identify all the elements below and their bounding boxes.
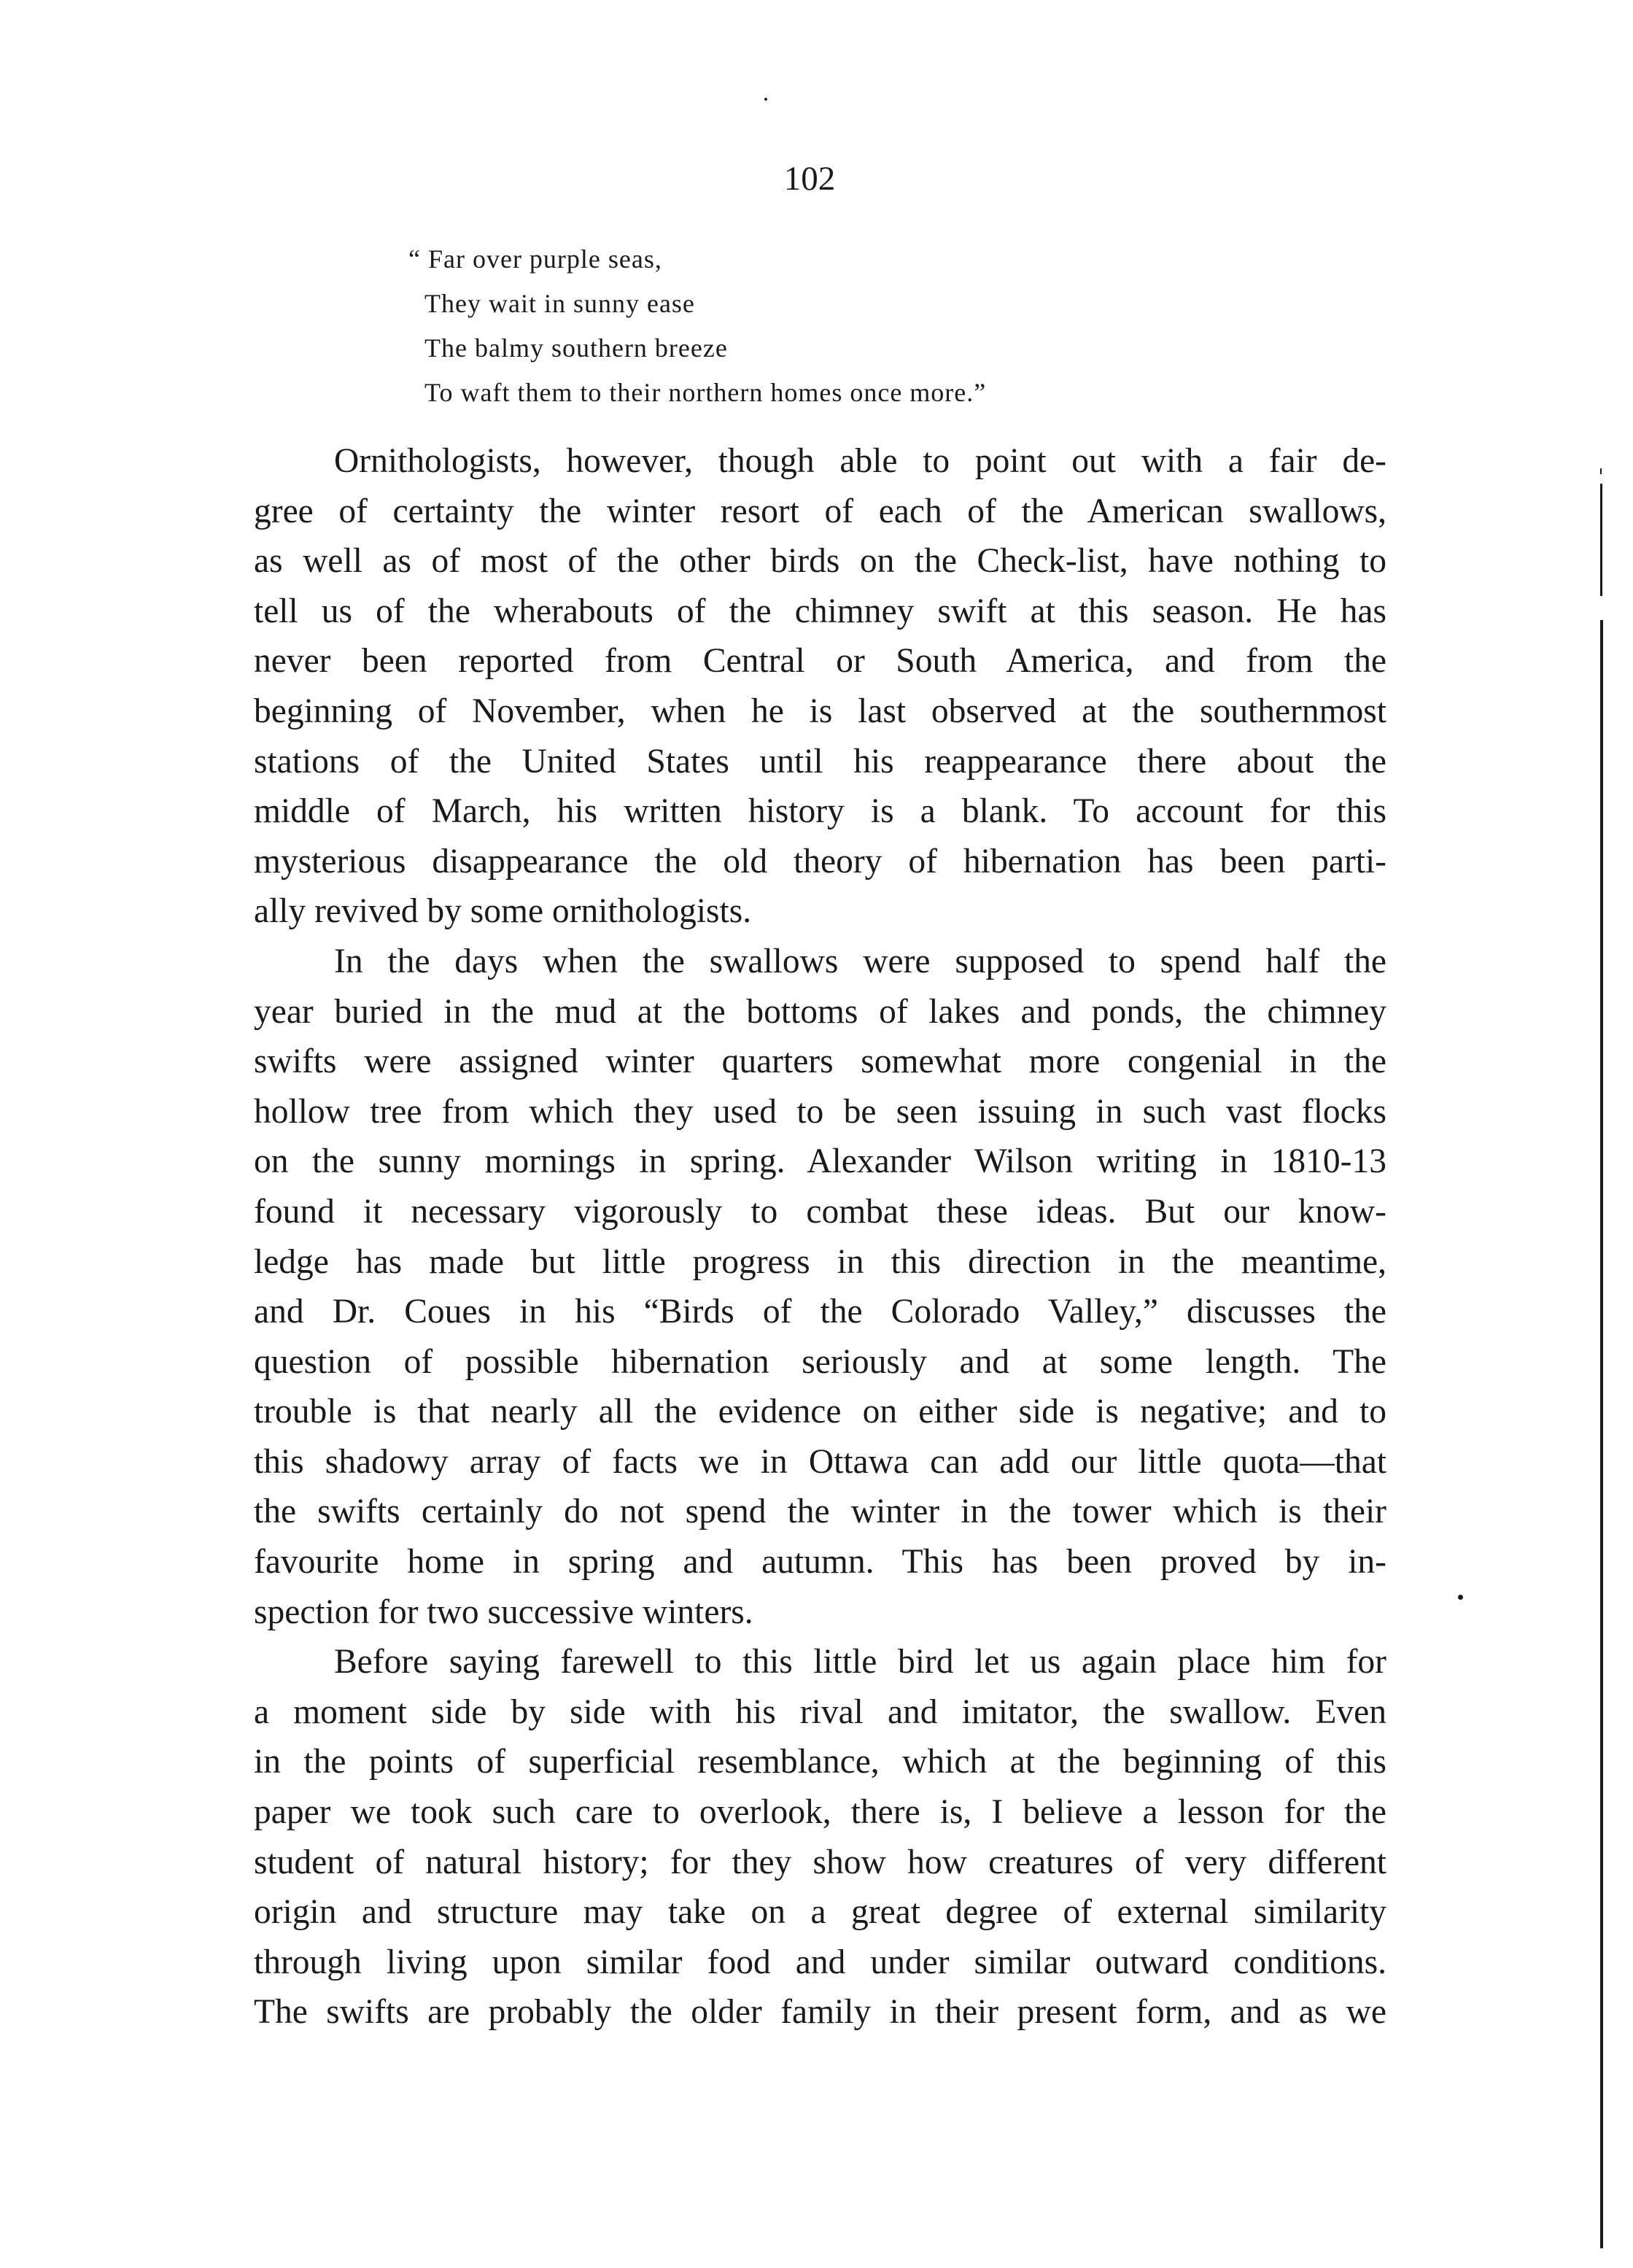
text-line: this shadowy array of facts we in Ottawa can add our little quota—that xyxy=(254,1442,1386,1481)
ink-speck xyxy=(764,98,767,101)
text-line: a moment side by side with his rival and imitator, the swallow. Even xyxy=(254,1692,1386,1731)
body-text xyxy=(254,436,1386,2037)
text-line: middle of March, his written history is a blank. To account for this xyxy=(254,792,1386,831)
text-line: Ornithologists, however, though able to point out with a fair de- xyxy=(334,442,1386,480)
text-line: year buried in the mud at the bottoms of lakes and ponds, the chimney xyxy=(254,992,1386,1031)
text-line: found it necessary vigorously to combat these ideas. But our know- xyxy=(254,1192,1386,1231)
poem-line: To waft them to their northern homes once more.” xyxy=(424,378,987,407)
text-line: Before saying farewell to this little bird let us again place him for xyxy=(334,1643,1386,1681)
text-line: as well as of most of the other birds on the Check-list, have nothing to xyxy=(254,542,1386,581)
page-number: 102 xyxy=(783,160,836,198)
text-line: in the points of superficial resemblance, which at the beginning of this xyxy=(254,1743,1386,1781)
text-line: gree of certainty the winter resort of each of the American swallows, xyxy=(254,492,1386,530)
text-line: The swifts are probably the older family in their present form, and as we xyxy=(254,1993,1386,2032)
text-line: question of possible hibernation seriously and at some length. The xyxy=(254,1342,1386,1381)
scan-edge-line xyxy=(1600,620,1603,2248)
poem-line: They wait in sunny ease xyxy=(424,289,695,318)
text-line: swifts were assigned winter quarters somewhat more congenial in the xyxy=(254,1042,1386,1081)
scan-edge-line xyxy=(1600,468,1602,474)
text-line: favourite home in spring and autumn. This has been proved by in- xyxy=(254,1543,1386,1582)
text-line: and Dr. Coues in his “Birds of the Colorado Valley,” discusses the xyxy=(254,1293,1386,1331)
text-line: trouble is that nearly all the evidence on either side is negative; and to xyxy=(254,1393,1386,1431)
text-line: spection for two successive winters. xyxy=(254,1592,753,1631)
ink-speck xyxy=(1458,1595,1463,1600)
text-line: ledge has made but little progress in this direction in the meantime, xyxy=(254,1242,1386,1281)
text-line: hollow tree from which they used to be seen issuing in such vast flocks xyxy=(254,1092,1386,1131)
text-line: stations of the United States until his reappearance there about the xyxy=(254,742,1386,781)
text-line: the swifts certainly do not spend the winter in the tower which is their xyxy=(254,1493,1386,1531)
text-line: tell us of the wherabouts of the chimney swift at this season. He has xyxy=(254,592,1386,630)
scan-edge-line xyxy=(1600,484,1602,596)
text-line: paper we took such care to overlook, there is, I believe a lesson for the xyxy=(254,1793,1386,1832)
poem-line: “ Far over purple seas, xyxy=(408,244,662,274)
text-line: ally revived by some ornithologists. xyxy=(254,892,752,931)
poem-line: The balmy southern breeze xyxy=(424,333,728,363)
text-line: student of natural history; for they show how creatures of very different xyxy=(254,1843,1386,1881)
text-line: through living upon similar food and under similar outward conditions. xyxy=(254,1943,1386,1981)
text-line: beginning of November, when he is last observed at the southernmost xyxy=(254,692,1386,730)
text-line: on the sunny mornings in spring. Alexander Wilson writing in 1810-13 xyxy=(254,1142,1386,1181)
text-line: mysterious disappearance the old theory of hibernation has been parti- xyxy=(254,842,1386,881)
text-line: In the days when the swallows were supposed to spend half the xyxy=(334,942,1386,980)
poem-quotation xyxy=(408,237,986,415)
text-line: origin and structure may take on a great degree of external similarity xyxy=(254,1893,1386,1932)
text-line: never been reported from Central or South America, and from the xyxy=(254,642,1386,681)
